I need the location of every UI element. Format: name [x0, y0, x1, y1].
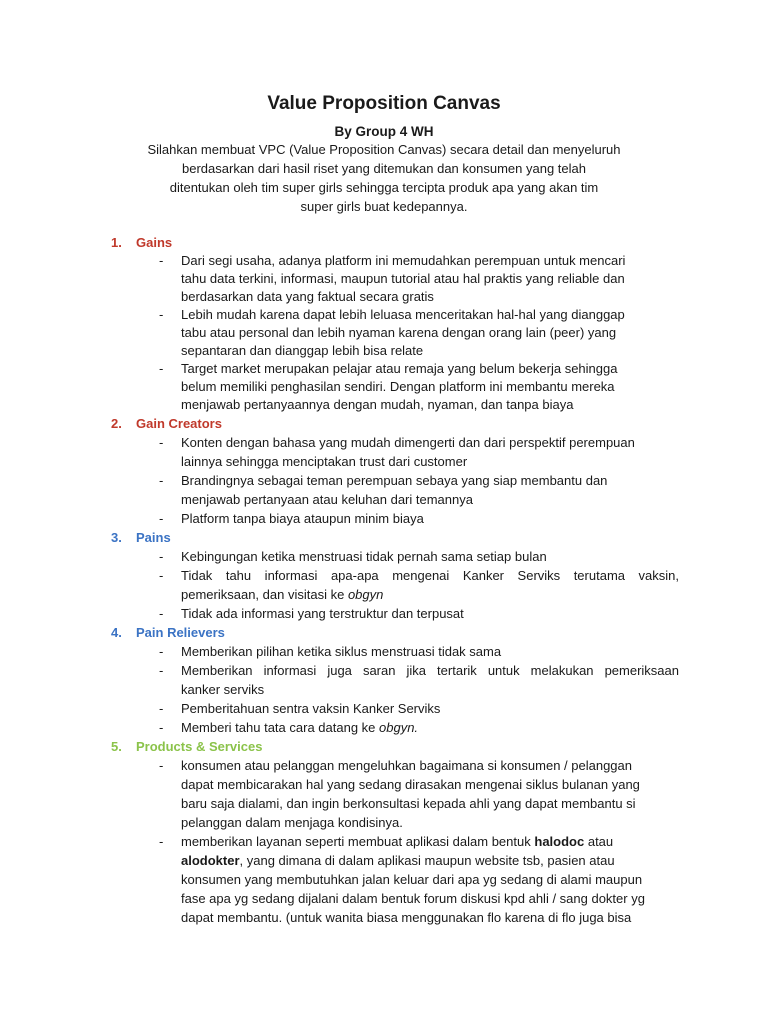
section-number: 1. — [111, 235, 122, 250]
item-line: berdasarkan data yang faktual secara gratis — [181, 289, 434, 304]
section-heading-products-services — [0, 737, 768, 756]
item-line-text: , yang dimana di dalam aplikasi maupun website tsb, pasien atau — [239, 853, 615, 868]
dash-bullet: - — [159, 307, 164, 322]
section-heading-gain-creators — [0, 414, 768, 433]
list-item — [0, 360, 768, 414]
dash-bullet: - — [159, 473, 164, 488]
intro-line: berdasarkan dari hasil riset yang ditemukan dan konsumen yang telah — [182, 161, 586, 176]
item-line: konsumen yang membutuhkan jalan keluar dari apa yg sedang di alami maupun — [181, 872, 643, 887]
list-item — [0, 604, 768, 623]
item-line — [181, 718, 679, 737]
item-line: Konten dengan bahasa yang mudah dimengerti dan dari perspektif perempuan — [181, 435, 635, 450]
dash-bullet: - — [159, 253, 164, 268]
list-item — [0, 509, 768, 528]
section-label: Gain Creators — [136, 416, 222, 431]
list-item — [0, 306, 768, 360]
item-line: belum memiliki penghasilan sendiri. Dengan platform ini membantu mereka — [181, 379, 615, 394]
doc-subtitle: By Group 4 WH — [334, 124, 434, 139]
item-line: kanker serviks — [181, 682, 265, 697]
item-line: Dari segi usaha, adanya platform ini memudahkan perempuan untuk mencari — [181, 253, 626, 268]
intro-line: ditentukan oleh tim super girls sehingga tercipta produk apa yang akan tim — [169, 180, 599, 195]
item-line: pelanggan dalam menjaga kondisinya. — [181, 815, 403, 830]
item-line: dapat membantu. (untuk wanita biasa menggunakan flo karena di flo juga bisa — [181, 910, 632, 925]
section-label: Pains — [136, 530, 171, 545]
dash-bullet: - — [159, 435, 164, 450]
list-item — [0, 642, 768, 661]
item-line: Tidak tahu informasi apa-apa mengenai Kanker Serviks terutama vaksin, — [181, 568, 679, 583]
italic-term: obgyn — [347, 587, 384, 602]
section-number: 2. — [111, 416, 122, 431]
item-line: menjawab pertanyaannya dengan mudah, nyaman, dan tanpa biaya — [181, 397, 574, 412]
list-item — [0, 547, 768, 566]
item-line: Memberikan pilihan ketika siklus menstruasi tidak sama — [181, 644, 502, 659]
item-line-text: Memberi tahu tata cara datang ke — [181, 720, 376, 735]
item-line: baru saja dialami, dan ingin berkonsultasi kepada ahli yang dapat membantu si — [181, 796, 636, 811]
intro-line: super girls buat kedepannya. — [300, 199, 468, 214]
item-line — [181, 832, 679, 851]
dash-bullet: - — [159, 568, 164, 583]
item-line — [181, 851, 679, 870]
list-item — [0, 832, 768, 927]
italic-term: obgyn. — [379, 720, 419, 735]
dash-bullet: - — [159, 606, 164, 621]
dash-bullet: - — [159, 720, 164, 735]
item-line-text: memberikan layanan seperti membuat aplikasi dalam bentuk — [181, 834, 531, 849]
item-line: Memberikan informasi juga saran jika tertarik untuk melakukan pemeriksaan — [181, 663, 679, 678]
dash-bullet: - — [159, 663, 164, 678]
item-line: Pemberitahuan sentra vaksin Kanker Serviks — [181, 701, 441, 716]
item-line — [181, 585, 679, 604]
intro-line: Silahkan membuat VPC (Value Proposition Canvas) secara detail dan menyeluruh — [147, 142, 621, 157]
dash-bullet: - — [159, 758, 164, 773]
item-line: lainnya sehingga menciptakan trust dari customer — [181, 454, 468, 469]
list-item — [0, 661, 768, 699]
list-item — [0, 699, 768, 718]
dash-bullet: - — [159, 361, 164, 376]
dash-bullet: - — [159, 834, 164, 849]
section-number: 5. — [111, 739, 122, 754]
list-item — [0, 718, 768, 737]
bold-term: halodoc — [534, 834, 585, 849]
list-item — [0, 252, 768, 306]
dash-bullet: - — [159, 511, 164, 526]
section-label: Pain Relievers — [136, 625, 225, 640]
item-line: Kebingungan ketika menstruasi tidak pernah sama setiap bulan — [181, 549, 547, 564]
dash-bullet: - — [159, 549, 164, 564]
item-line-text: atau — [587, 834, 614, 849]
section-heading-pains — [0, 528, 768, 547]
list-item — [0, 566, 768, 604]
item-line: menjawab pertanyaan atau keluhan dari temannya — [181, 492, 473, 507]
item-line: fase apa yg sedang dijalani dalam bentuk forum diskusi kpd ahli / sang dokter yg — [181, 891, 645, 906]
item-line: Tidak ada informasi yang terstruktur dan terpusat — [181, 606, 464, 621]
section-label: Gains — [136, 235, 173, 250]
section-heading-gains — [0, 233, 768, 252]
bold-term: alodokter — [181, 853, 240, 868]
item-line: konsumen atau pelanggan mengeluhkan bagaimana si konsumen / pelanggan — [181, 758, 632, 773]
dash-bullet: - — [159, 644, 164, 659]
item-line-text: pemeriksaan, dan visitasi ke — [181, 587, 345, 602]
sections-list — [0, 233, 768, 927]
doc-title: Value Proposition Canvas — [267, 93, 501, 114]
section-heading-pain-relievers — [0, 623, 768, 642]
list-item — [0, 433, 768, 471]
item-line: tahu data terkini, informasi, maupun tutorial atau hal praktis yang reliable dan — [181, 271, 625, 286]
item-line: Platform tanpa biaya ataupun minim biaya — [181, 511, 424, 526]
item-line: dapat membicarakan hal yang sedang dirasakan mengenai siklus bulanan yang — [181, 777, 640, 792]
item-line: Target market merupakan pelajar atau remaja yang belum bekerja sehingga — [181, 361, 618, 376]
item-line: Brandingnya sebagai teman perempuan sebaya yang siap membantu dan — [181, 473, 608, 488]
section-number: 3. — [111, 530, 122, 545]
intro-paragraph — [0, 140, 768, 216]
item-line: Lebih mudah karena dapat lebih leluasa menceritakan hal-hal yang dianggap — [181, 307, 625, 322]
list-item — [0, 756, 768, 832]
item-line: sepantaran dan dianggap lebih bisa relate — [181, 343, 424, 358]
section-label: Products & Services — [136, 739, 263, 754]
dash-bullet: - — [159, 701, 164, 716]
list-item — [0, 471, 768, 509]
item-line: tabu atau personal dan lebih nyaman karena dengan orang lain (peer) yang — [181, 325, 617, 340]
section-number: 4. — [111, 625, 122, 640]
